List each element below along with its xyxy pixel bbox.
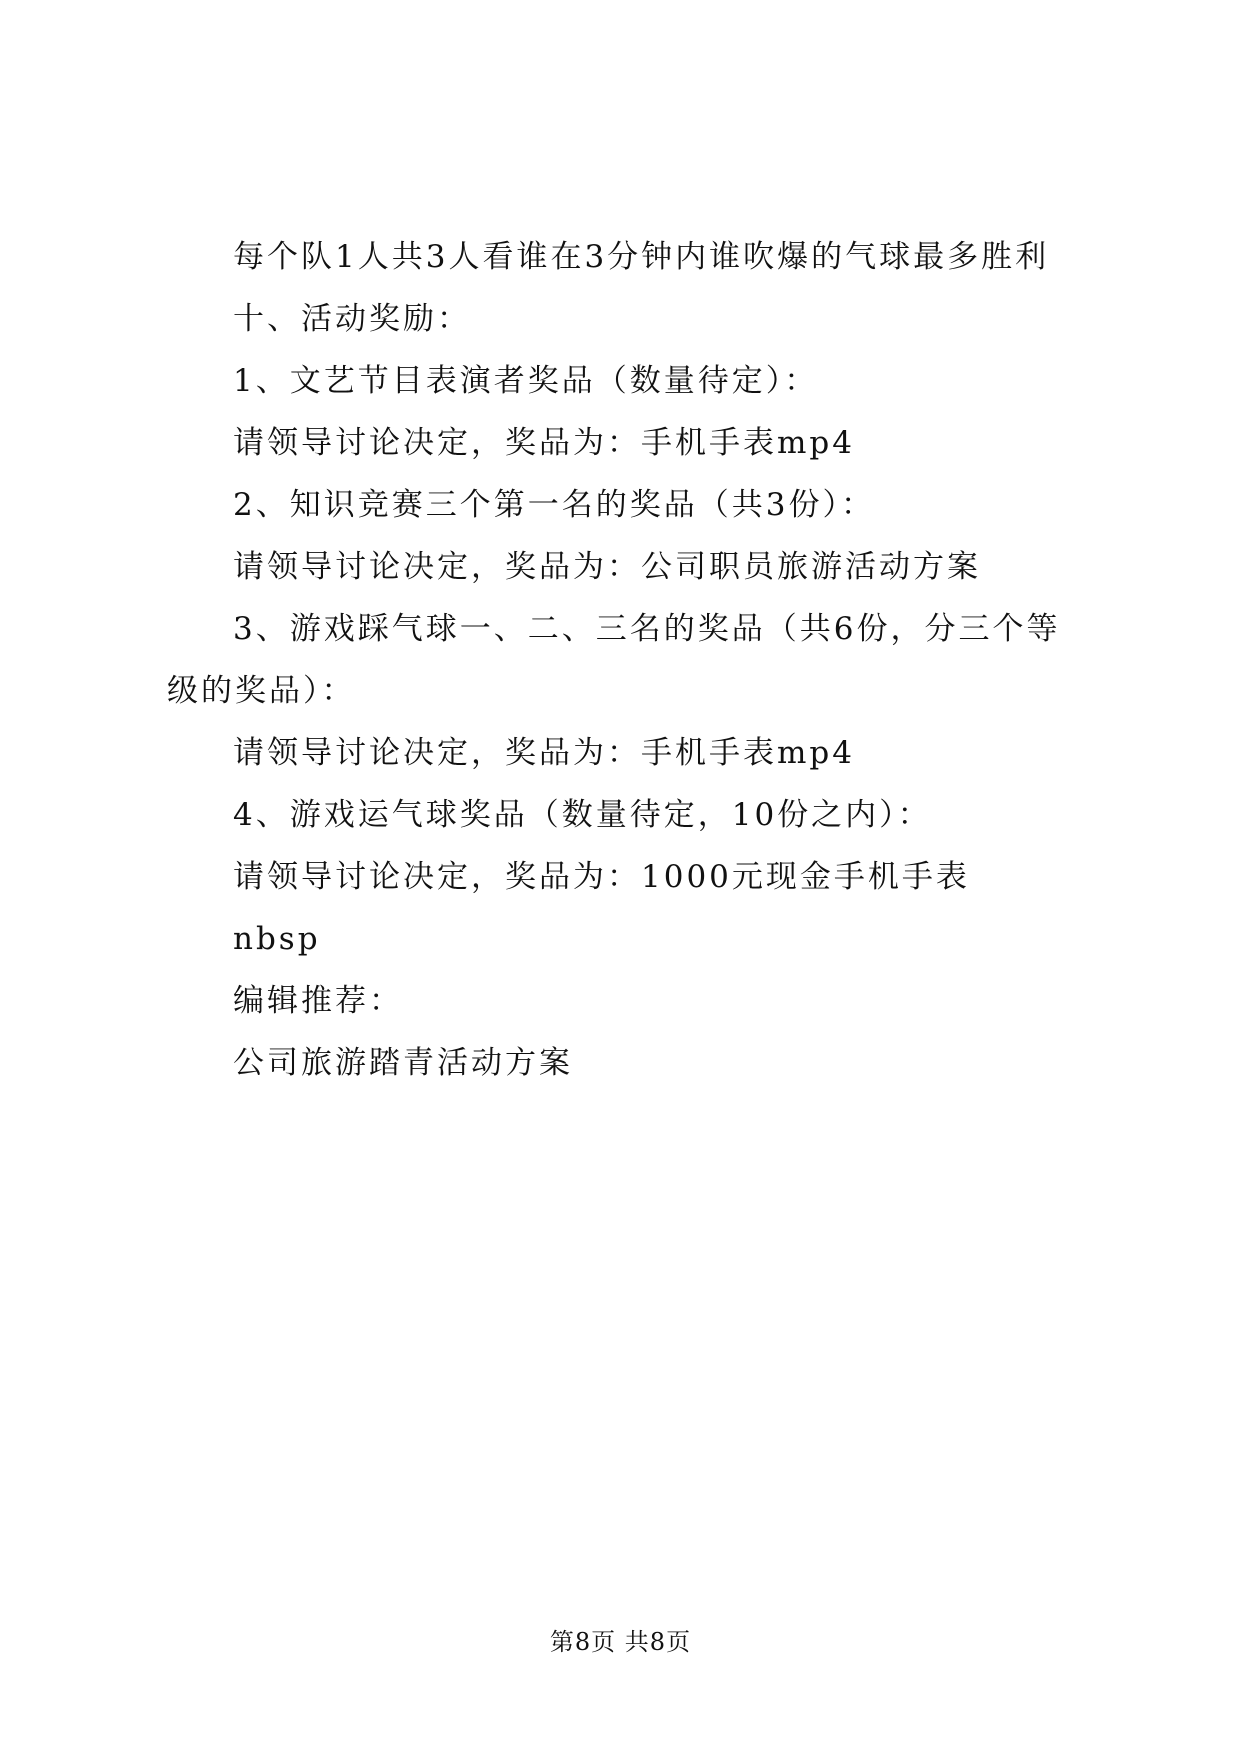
paragraph: 请领导讨论决定，奖品为：手机手表mp4 — [233, 425, 855, 461]
paragraph: 2、知识竞赛三个第一名的奖品（共3份）： — [233, 487, 875, 523]
paragraph: 3、游戏踩气球一、二、三名的奖品（共6份，分三个等级的奖品）： — [167, 611, 1061, 709]
page-number: 第8页 共8页 — [549, 1628, 692, 1656]
paragraph: 公司旅游踏青活动方案 — [233, 1045, 573, 1081]
paragraph: 4、游戏运气球奖品（数量待定，10份之内）： — [233, 797, 932, 833]
paragraph: 请领导讨论决定，奖品为：1000元现金手机手表 — [233, 859, 970, 895]
paragraph: 请领导讨论决定，奖品为：公司职员旅游活动方案 — [233, 549, 981, 585]
paragraph: 1、文艺节目表演者奖品（数量待定）： — [233, 363, 819, 399]
page-footer — [0, 1622, 1241, 1657]
paragraph: 每个队1人共3人看谁在3分钟内谁吹爆的气球最多胜利 — [233, 239, 1050, 275]
section-heading: 十、活动奖励： — [233, 301, 471, 337]
paragraph: 请领导讨论决定，奖品为：手机手表mp4 — [233, 735, 855, 771]
paragraph: 编辑推荐： — [233, 983, 403, 1019]
paragraph: nbsp — [233, 921, 321, 957]
document-body — [167, 226, 1092, 1094]
